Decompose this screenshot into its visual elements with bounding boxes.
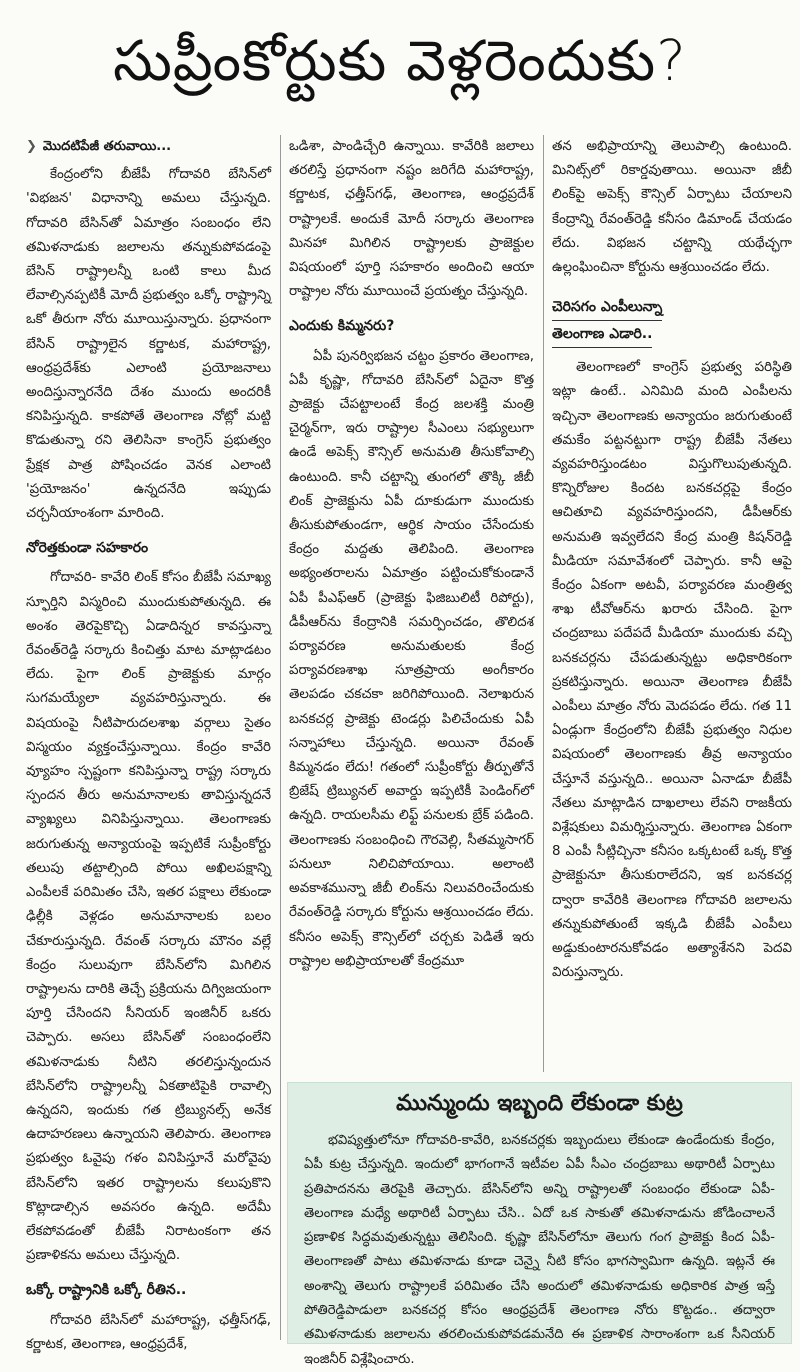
subheading: చెరిసగం ఎంపీలున్నా తెలంగాణ ఎడారి..: [552, 294, 792, 348]
chevron-right-icon: ❯: [26, 139, 37, 154]
paragraph: తన అభిప్రాయాన్ని తెలుపాల్సి ఉంటుంది. మినిట్స్‌లో రికార్డవుతాయి. అయినా జీబీ లింక్‌పై అపెక్స్ కౌన్సిల్ ఏర్పాటు చేయాలని కేంద్రాన్ని రేవంత్‌రెడ్డి కనీసం డిమాండ్ చేయడం లేదు. విభజన చట్టాన్ని యథేచ్ఛగా ఉల్లంఘించినా కోర్టును ఆశ్రయించడం లేదు.: [552, 139, 792, 276]
paragraph: గోదావరి బేసిన్‌లో మహారాష్ట్ర, ఛత్తీస్‌గఢ్, కర్ణాటక, తెలంగాణ, ఆంధ్రప్రదేశ్,: [26, 1312, 271, 1352]
column-rule-2: [543, 135, 544, 1072]
article-column-3: [552, 135, 792, 992]
headline: సుప్రీంకోర్టుకు వెళ్లరెందుకు?: [113, 29, 687, 94]
paragraph: ఏపీ పునర్విభజన చట్టం ప్రకారం తెలంగాణ, ఏపీ కృష్ణా, గోదావరి బేసిన్‌లో ఏదైనా కొత్త ప్రాజెక్టు చేపట్టాలంటే కేంద్ర జలశక్తి మంత్రి చైర్మన్‌గా, ఇరు రాష్ట్రాల సీఎంలు సభ్యులుగా ఉండే అపెక్స్ కౌన్సిల్ అనుమతి తీసుకోవాల్సి ఉంటుంది. కానీ చట్టాన్ని తుంగలో తొక్కి జీబీ లింక్ ప్రాజెక్టును ఏపీ దూకుడుగా ముందుకు తీసుకుపోతుండగా, ఆర్థిక సాయం చేసేందుకు కేంద్రం మద్దతు తెలిపింది. తెలంగాణ అభ్యంతరాలను ఏమాత్రం పట్టించుకోకుండానే ఏపీ పీఎఫ్‌ఆర్ (ప్రాజెక్టు ఫిజిబులిటీ రిపోర్టు), డీపీఆర్‌ను కేంద్రానికి సమర్పించడం, తొలిదశ పర్యావరణ అనుమతులకు కేంద్ర పర్యావరణశాఖ సూత్రప్రాయ అంగీకారం తెలపడం చకచకా జరిగిపోయింది. నెలాఖరున బనకచర్ల ప్రాజెక్టు టెండర్లు పిలిచేందుకు ఏపీ సన్నాహాలు చేస్తున్నది. అయినా రేవంత్ కిమ్మనడం లేదు! గతంలో సుప్రీంకోర్టు తీర్పుతోనే బ్రిజేష్ ట్రిబ్యునల్ అవార్డు ఇప్పటికీ పెండింగ్‌లో ఉన్నది. రాయలసీమ లిఫ్ట్ పనులకు బ్రేక్ పడింది. తెలంగాణకు సంబంధించి గౌరవెల్లి, సీతమ్మసాగర్ పనులూ నిలిచిపోయాయి. అలాంటి అవకాశమున్నా జీబీ లింక్‌ను నిలువరించేందుకు రేవంత్‌రెడ్డి సర్కారు కోర్టును ఆశ్రయించడం లేదు. కనీసం అపెక్స్ కౌన్సిల్‌లో చర్చకు పెడితే ఇరు రాష్ట్రాల అభిప్రాయాలతో కేంద్రమూ: [289, 348, 534, 969]
paragraph: తెలంగాణలో కాంగ్రెస్ ప్రభుత్వ పరిస్థితి ఇట్లా ఉంటే.. ఎనిమిది మంది ఎంపీలను ఇచ్చినా తెలంగాణకు అన్యాయం జరుగుతుంటే తమకేం పట్టనట్టుగా రాష్ట్ర బీజేపీ నేతలు వ్యవహరిస్తుండటం విస్తుగొలుపుతున్నది. కొన్నిరోజుల కిందట బనకచర్లపై కేంద్రం ఆచితూచి వ్యవహరిస్తుందని, డీపీఆర్‌కు అనుమతి ఇవ్వలేదని కేంద్ర మంత్రి కిషన్‌రెడ్డి మీడియా సమావేశంలో చెప్పారు. కానీ ఆపై కేంద్రం ఏకంగా అటవీ, పర్యావరణ మంత్రిత్వ శాఖ టీవోఆర్‌ను ఖరారు చేసింది. పైగా చంద్రబాబు పదేపదే మీడియా ముందుకు వచ్చి బనకచర్లను చేపడుతున్నట్టు అధికారికంగా ప్రకటిస్తున్నారు. అయినా తెలంగాణ బీజేపీ ఎంపీలు మాత్రం నోరు మెదపడం లేదు. గత 11 ఏండ్లుగా కేంద్రంలోని బీజేపీ ప్రభుత్వం నిధుల విషయంలో తెలంగాణకు తీవ్ర అన్యాయం చేస్తూనే వస్తున్నది.. అయినా ఏనాడూ బీజేపీ నేతలు మాట్లాడిన దాఖలాలు లేవని రాజకీయ విశ్లేషకులు విమర్శిస్తున్నారు. తెలంగాణ ఏకంగా 8 ఎంపీ సీట్లిచ్చినా కనీసం ఒక్కటంటే ఒక్క కొత్త ప్రాజెక్టునూ తీసుకురాలేదని, ఇక బనకచర్ల ద్వారా కావేరికి తెలంగాణ గోదావరి జలాలను తన్నుకుపోతుంటే ఇక్కడి బీజేపీ ఎంపీలు అడ్డుకుంటారనుకోవడం అత్యాశేనని పెదవి విరుస్తున్నారు.: [552, 360, 792, 981]
subheading: నోరెత్తకుండా సహకారం: [26, 540, 149, 557]
column-rule-1: [280, 135, 281, 1340]
subheading: ఎందుకు కిమ్మనరు?: [289, 318, 395, 335]
paragraph: గోదావరి- కావేరి లింక్ కోసం బీజేపీ సమాఖ్య స్ఫూర్తిని విస్మరించి ముందుకుపోతున్నది. ఈ అంశం తెరపైకొచ్చి ఏడాదిన్నర కావస్తున్నా రేవంత్‌రెడ్డి సర్కారు కించిత్తు మాట మాట్లాడటం లేదు. పైగా లింక్ ప్రాజెక్టుకు మార్గం సుగమయ్యేలా వ్యవహరిస్తున్నారు. ఈ విషయంపై నీటిపారుదలశాఖ వర్గాలు సైతం విస్మయం వ్యక్తంచేస్తున్నాయి. కేంద్రం కావేరి వ్యూహం స్పష్టంగా కనిపిస్తున్నా రాష్ట్ర సర్కారు స్పందన తీరు అనుమానాలకు తావిస్తున్నదనే వ్యాఖ్యలు వినిపిస్తున్నాయి. తెలంగాణకు జరుగుతున్న అన్యాయంపై ఇప్పటికే సుప్రీంకోర్టు తలుపు తట్టాల్సింది పోయి అఖిలపక్షాన్ని ఎంపీలకే పరిమితం చేసి, ఇతర పక్షాలు లేకుండా ఢిల్లీకి వెళ్లడం అనుమానాలకు బలం చేకూరుస్తున్నది. రేవంత్ సర్కారు మౌనం వల్లే కేంద్రం సులువుగా బేసిన్‌లోని మిగిలిన రాష్ట్రాలను దారికి తెచ్చే ప్రక్రియను దిగ్విజయంగా పూర్తి చేసిందని సీనియర్ ఇంజినీర్ ఒకరు చెప్పారు. అసలు బేసిన్‌తో సంబంధంలేని తమిళనాడుకు నీటిని తరలిస్తున్నందున బేసిన్‌లోని రాష్ట్రాలన్నీ ఏకతాటిపైకి రావాల్సి ఉన్నదని, ఇందుకు గత ట్రిబ్యునల్స్ అనేక ఉదాహరణలు ఉన్నాయని తెలిపారు. తెలంగాణ ప్రభుత్వం ఓవైపు గళం వినిపిస్తూనే మరోవైపు బేసిన్‌లోని ఇతర రాష్ట్రాలను కలుపుకొని కొట్లాడాల్సిన అవసరం ఉన్నది. అదేమీ లేకపోవడంతో బీజేపీ నిరాటంకంగా తన ప్రణాళికను అమలు చేస్తున్నది.: [26, 570, 271, 1264]
article-column-1: [26, 135, 271, 1363]
continuation-kicker: ❯ మొదటిపేజీ తరువాయి...: [26, 139, 172, 154]
article-column-2: [289, 135, 534, 980]
subheading: ఒక్కో రాష్ట్రానికి ఒక్కో రీతిన..: [26, 1282, 187, 1299]
paragraph: కేంద్రంలోని బీజేపీ గోదావరి బేసిన్‌లో 'విభజన' విధానాన్ని అమలు చేస్తున్నది. గోదావరి బేసిన్‌తో ఏమాత్రం సంబంధం లేని తమిళనాడుకు జలాలను తన్నుకుపోవడంపై బేసిన్ రాష్ట్రాలన్నీ ఒంటి కాలు మీద లేవాల్సినప్పటికీ మోదీ ప్రభుత్వం ఒక్కో రాష్ట్రాన్ని ఒకో తీరుగా నోరు మూయిస్తున్నారు. ప్రధానంగా బేసిన్ రాష్ట్రాలైన కర్ణాటక, మహారాష్ట్ర, ఆంధ్రప్రదేశ్‌కు ఎలాంటి ప్రయోజనాలు అందిస్తున్నారనేది దేశం ముందు అందరికీ కనిపిస్తున్నది. కాకపోతే తెలంగాణ నోట్లో మట్టి కొడుతున్నా రని తెలిసినా కాంగ్రెస్ ప్రభుత్వం ప్రేక్షక పాత్ర పోషించడం వెనక ఎలాంటి 'ప్రయోజనం' ఉన్నదనేది ఇప్పుడు చర్చనీయాంశంగా మారింది.: [26, 167, 271, 522]
paragraph: ఒడిశా, పాండిచ్చేరి ఉన్నాయి. కావేరికి జలాలు తరలిస్తే ప్రధానంగా నష్టం జరిగేది మహారాష్ట్ర, కర్ణాటక, ఛత్తీస్‌గఢ్, తెలంగాణ, ఆంధ్రప్రదేశ్ రాష్ట్రాలకే. అందుకే మోదీ సర్కారు తెలంగాణ మినహా మిగిలిన రాష్ట్రాలకు ప్రాజెక్టుల విషయంలో పూర్తి సహకారం అందించి ఆయా రాష్ట్రాల నోరు మూయించే ప్రయత్నం చేస్తున్నది.: [289, 139, 534, 300]
box-title: మున్ముందు ఇబ్బంది లేకుండా కుట్ర: [396, 1091, 683, 1116]
box-text: భవిష్యత్తులోనూ గోదావరి-కావేరి, బనకచర్లకు ఇబ్బందులు లేకుండా ఉండేందుకు కేంద్రం, ఏపీ కుట్ర చేస్తున్నది. ఇందులో భాగంగానే ఇటీవల ఏపీ సీఎం చంద్రబాబు అథారిటీ ఏర్పాటు ప్రతిపాదనను తెరపైకి తెచ్చారు. బేసిన్‌లోని అన్ని రాష్ట్రాలతో సంబంధం లేకుండా ఏపీ-తెలంగాణ మధ్యే అథారిటీ ఏర్పాటు చేసి.. ఏదో ఒక సాకుతో తమిళనాడును జోడించాలనే ప్రణాళిక సిద్ధమవుతున్నట్టు తెలిసింది. కృష్ణా బేసిన్‌లోనూ తెలుగు గంగ ప్రాజెక్టు కింద ఏపీ-తెలంగాణతో పాటు తమిళనాడు కూడా చెన్నై నీటి కోసం భాగస్వామిగా ఉన్నది. ఇట్లనే ఈ అంశాన్ని తెలుగు రాష్ట్రాలకే పరిమితం చేసి అందులో తమిళనాడుకు అధికారిక పాత్ర ఇస్తే పోతిరెడ్డిపాడులా బనకచర్ల కోసం ఆంధ్రప్రదేశ్ తెలంగాణ నోరు కొట్టడం.. తద్వారా తమిళనాడుకు జలాలను తరలించుకుపోవడమనేది ఈ ప్రణాళిక సారాంశంగా ఒక సీనియర్ ఇంజినీర్ విశ్లేషించారు.: [304, 1133, 775, 1367]
sidebar-box: [287, 1082, 792, 1367]
